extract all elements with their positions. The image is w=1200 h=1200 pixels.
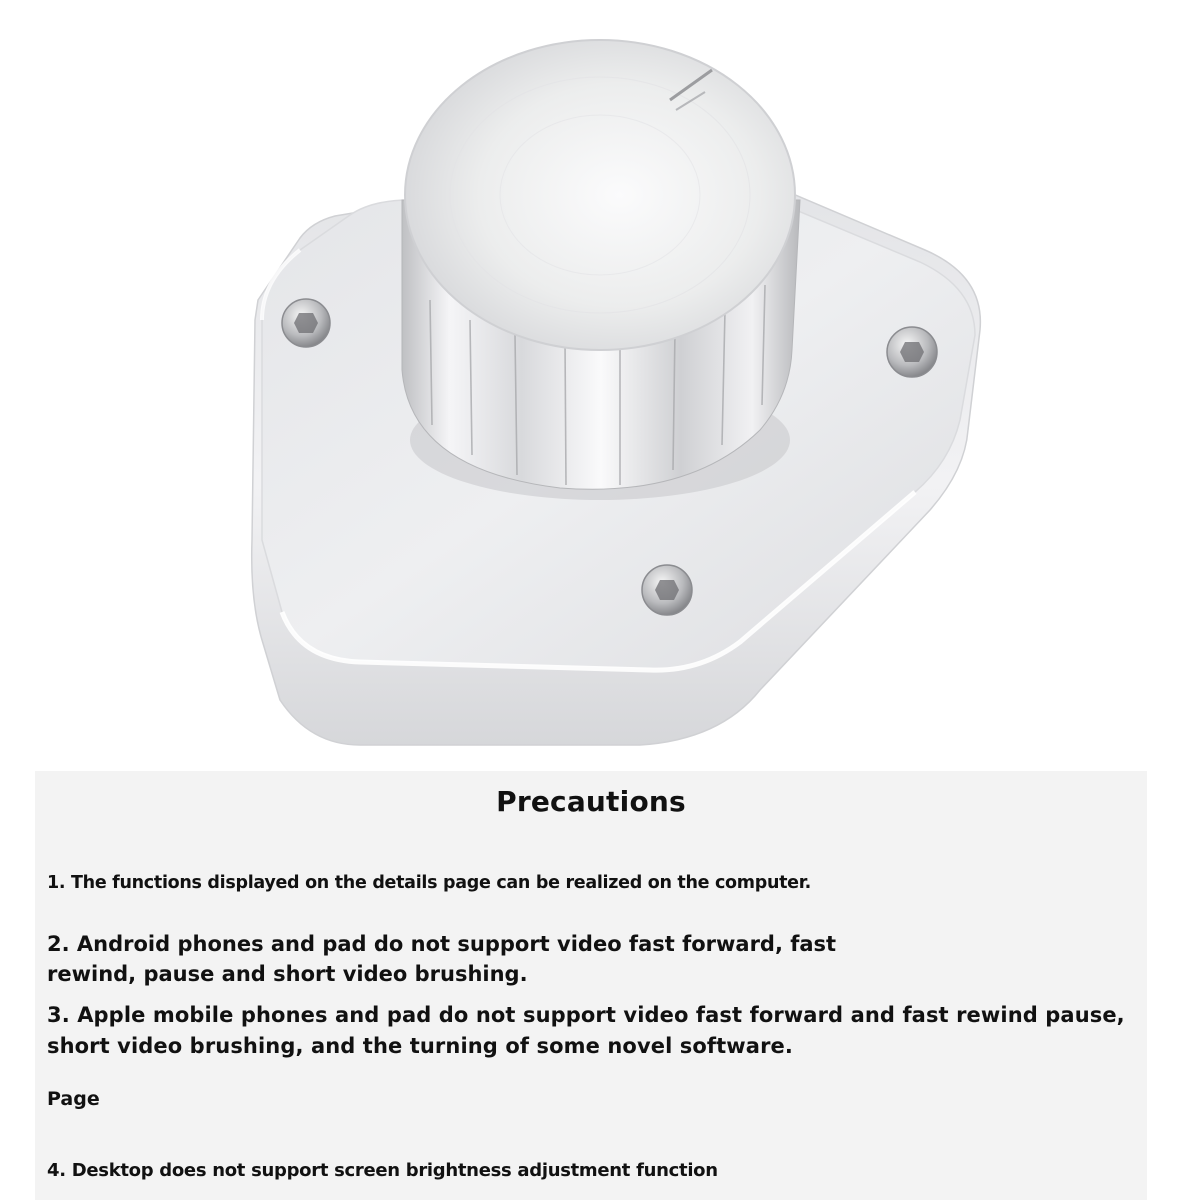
precautions-panel bbox=[35, 771, 1147, 1200]
screw-icon bbox=[887, 327, 937, 377]
precaution-note-2: 2. Android phones and pad do not support video fast forward, fast rewind, pause and short video brushing. bbox=[47, 932, 837, 986]
precaution-note-4: 4. Desktop does not support screen brightness adjustment function bbox=[47, 1160, 718, 1181]
screw-icon bbox=[282, 299, 330, 347]
page-label: Page bbox=[47, 1088, 100, 1110]
precaution-note-1: 1. The functions displayed on the details page can be realized on the computer. bbox=[47, 873, 811, 893]
precautions-title: Precautions bbox=[496, 785, 686, 818]
precaution-note-3: 3. Apple mobile phones and pad do not support video fast forward and fast rewind pause, short video brushing, and the turning of some novel software. bbox=[47, 1003, 1125, 1058]
screw-icon bbox=[642, 565, 692, 615]
